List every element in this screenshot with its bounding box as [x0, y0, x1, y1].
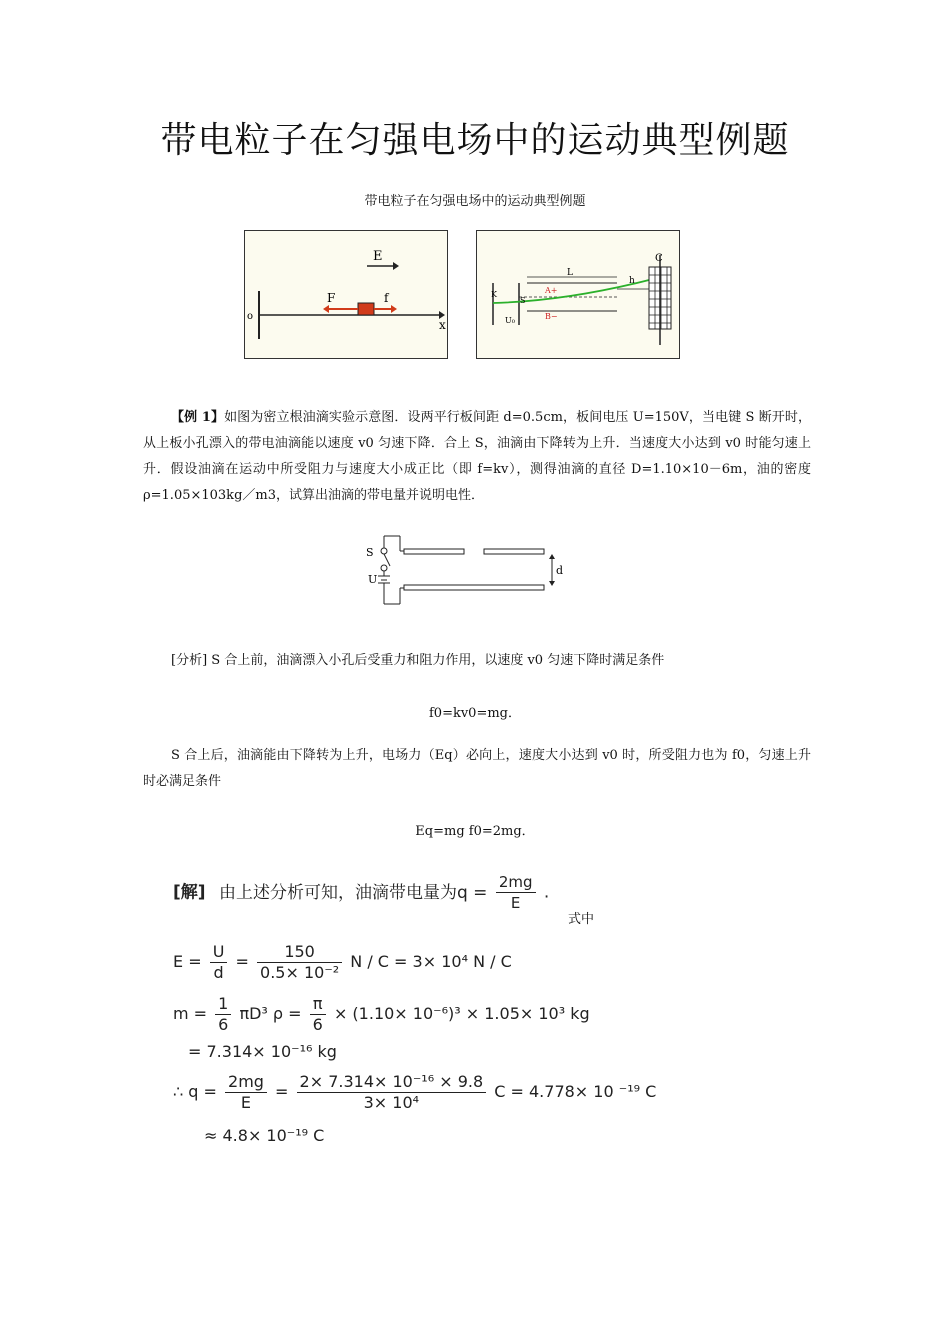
formula-E: E = $\frac{U}{d}$ = $\frac{150}{\text{0.5× 10⁻²}}$ N / C = 3× 10⁴ N / C: [173, 942, 512, 982]
label-C: C: [655, 253, 663, 264]
equation-2: Eq=mg f0=2mg．: [415, 824, 535, 839]
label-S: S: [520, 296, 526, 305]
label-U0: U₀: [505, 316, 515, 325]
circuit-label-S: S: [366, 546, 374, 559]
label-E: E: [373, 249, 383, 264]
formula-m-result: = 7.314× 10⁻¹⁶ kg: [188, 1042, 337, 1061]
figure-field-particle-drawing: [245, 231, 447, 358]
formula-q-approx: ≈ 4.8× 10⁻¹⁹ C: [204, 1126, 325, 1145]
label-L: L: [567, 268, 573, 278]
page-title: 带电粒子在匀强电场中的运动典型例题: [160, 120, 790, 161]
analysis-paragraph-1: [分析] S 合上前，油滴漂入小孔后受重力和阻力作用，以速度 v0 匀速下降时满足条件: [171, 653, 665, 668]
formula-q: ∴ q = $\frac{2mg}{E}$ = $\frac{\text{2× 7.314× 10⁻¹⁶ × 9.8}}{\text{3× 10⁴}}$ C = 4.778× 10 ⁻¹⁹ C: [173, 1072, 657, 1112]
equation-1: f0=kv0=mg．: [428, 706, 521, 721]
solution-note: 式中: [568, 912, 595, 927]
circuit-drawing: [360, 528, 570, 610]
label-A: A+: [545, 286, 558, 295]
figure-deflection-apparatus: [476, 230, 680, 359]
q-fraction: $\frac{2mg}{E}$: [496, 872, 536, 913]
circuit-diagram: [360, 528, 570, 610]
label-h: h: [629, 276, 635, 286]
example-text: 如图为密立根油滴实验示意图．设两平行板间距 d=0.5cm，板间电压 U=150V，当电键 S 断开时，从上板小孔漂入的带电油滴能以速度 v0 匀速下降．合上 S，油滴由下降转为上升．当速度大小达到 v0 时能匀速上升．假设油滴在运动中所受阻力与速度大小成正比（即 f=kv），测得油滴的直径 D=1.10×10－6m，油的密度 ρ=1.05×103kg／m3，试算出油滴的带电量并说明电性．: [143, 410, 811, 503]
formula-m: m = $\frac{1}{6}$ πD³ ρ = $\frac{\pi}{6}$ × (1.10× 10⁻⁶)³ × 1.05× 10³ kg: [173, 994, 590, 1034]
solution-lead-end: .: [543, 882, 550, 903]
label-o: o: [247, 311, 254, 322]
figure-deflection-drawing: [477, 231, 679, 358]
solution-lead: 由上述分析可知，油滴带电量为q =: [218, 882, 488, 903]
circuit-label-U: U: [368, 573, 378, 586]
label-F: F: [327, 291, 336, 305]
page-subtitle: 带电粒子在匀强电场中的运动典型例题: [364, 194, 586, 209]
figure-field-particle: [244, 230, 448, 359]
label-B: B−: [545, 312, 558, 321]
analysis-paragraph-2: S 合上后，油滴能由下降转为上升，电场力（Eq）必向上，速度大小达到 v0 时，所受阻力也为 f0，匀速上升时必满足条件: [143, 748, 811, 789]
example-paragraph: [143, 405, 811, 509]
solution-header: [173, 872, 549, 913]
solution-bracket: [解]: [173, 882, 206, 903]
label-x: x: [439, 318, 446, 332]
circuit-label-d: d: [556, 564, 564, 577]
example-heading: 【例 1】: [171, 410, 225, 425]
label-K: K: [491, 290, 497, 299]
label-f: f: [384, 291, 389, 305]
